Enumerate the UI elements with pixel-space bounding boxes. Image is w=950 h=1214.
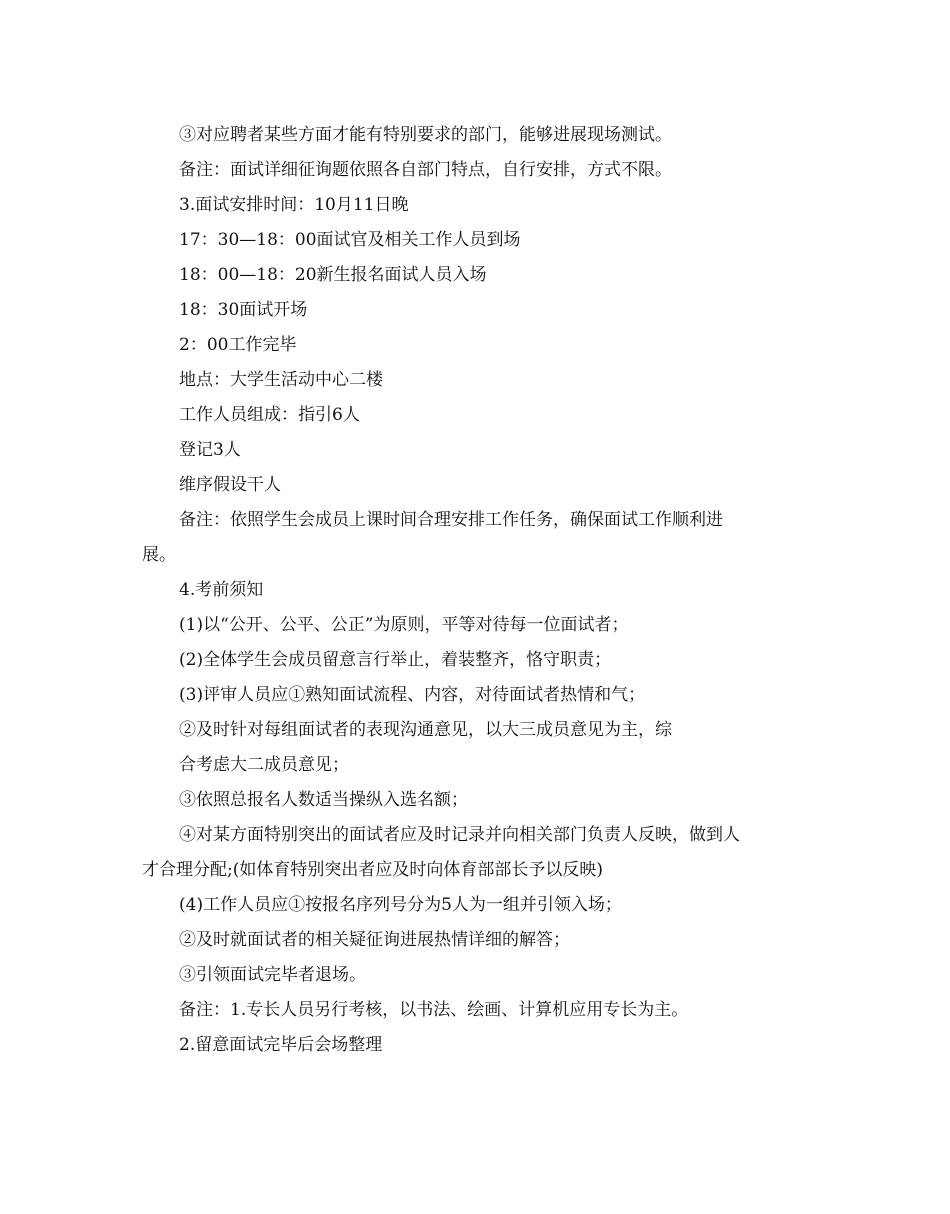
document-body [142,118,807,1063]
note-line: 备注：1.专长人员另行考核，以书法、绘画、计算机应用专长为主。 [179,1000,689,1020]
schedule-line: 17：30—18：00面试官及相关工作人员到场 [179,230,521,250]
text-line: ③对应聘者某些方面才能有特别要求的部门，能够进展现场测试。 [179,125,672,145]
section-heading: 3.面试安排时间：10月11日晚 [179,195,409,215]
rule-subitem: ④对某方面特别突出的面试者应及时记录并向相关部门负责人反映，做到人 [179,825,740,845]
note-line: 备注：依照学生会成员上课时间合理安排工作任务，确保面试工作顺利进 [179,510,723,530]
note-line: 2.留意面试完毕后会场整理 [179,1035,383,1055]
rule-subitem: ②及时就面试者的相关疑征询进展热情详细的解答； [179,930,570,950]
rule-subitem-continuation: 才合理分配;(如体育特别突出者应及时向体育部部长予以反映) [142,860,603,880]
location-line: 地点：大学生活动中心二楼 [179,370,383,390]
section-heading: 4.考前须知 [179,580,264,600]
rule-item: (4)工作人员应①按报名序列号分为5人为一组并引领入场； [179,895,622,915]
rule-subitem: ②及时针对每组面试者的表现沟通意见，以大三成员意见为主，综 [179,720,672,740]
rule-item: (2)全体学生会成员留意言行举止，着装整齐，恪守职责； [179,650,612,670]
schedule-line: 18：30面试开场 [179,300,308,320]
rule-subitem: ③引领面试完毕者退场。 [179,965,366,985]
staff-line: 维序假设干人 [179,475,281,495]
schedule-line: 2：00工作完毕 [179,335,297,355]
text-line: 备注：面试详细征询题依照各自部门特点，自行安排，方式不限。 [179,160,672,180]
schedule-line: 18：00—18：20新生报名面试人员入场 [179,265,487,285]
rule-subitem: ③依照总报名人数适当操纵入选名额； [179,790,468,810]
rule-subitem-continuation: 合考虑大二成员意见； [179,755,349,775]
rule-item: (1)以“公开、公平、公正”为原则，平等对待每一位面试者； [179,615,629,635]
staff-line: 登记3人 [179,440,241,460]
note-line-continuation: 展。 [142,545,176,565]
rule-item: (3)评审人员应①熟知面试流程、内容，对待面试者热情和气； [179,685,646,705]
staff-line: 工作人员组成：指引6人 [179,405,360,425]
